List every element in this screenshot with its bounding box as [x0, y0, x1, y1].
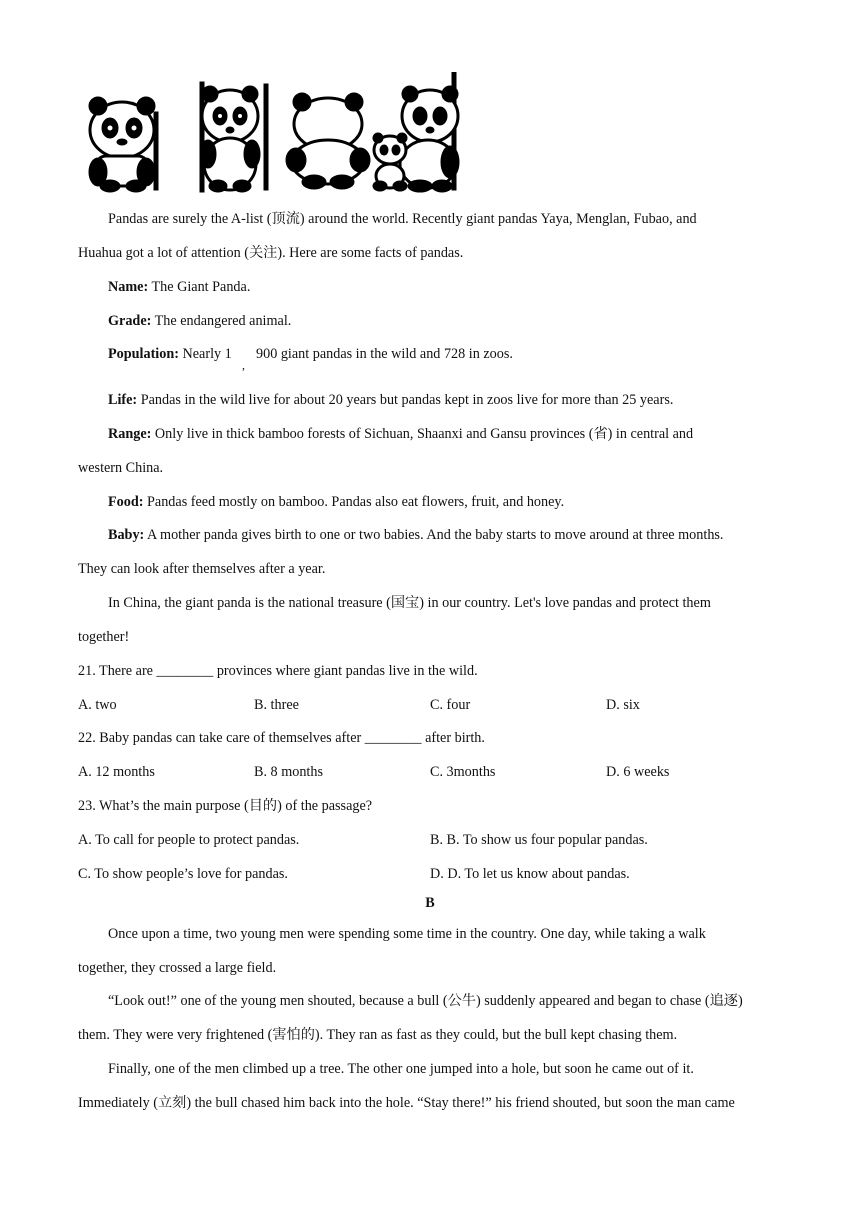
closing-line-1: In China, the giant panda is the national treasure (国宝) in our country. Let's love pandas and protect them	[108, 595, 711, 611]
panda-2	[200, 82, 268, 192]
fact-grade	[108, 312, 291, 330]
fact-name	[108, 278, 250, 296]
fact-range-cont: western China.	[78, 460, 164, 476]
intro-line-2: Huahua got a lot of attention (关注). Here are some facts of pandas.	[78, 245, 464, 261]
option-22-a[interactable]: A. 12 months	[78, 764, 155, 780]
fact-text: The Giant Panda.	[148, 279, 251, 295]
option-21-c[interactable]: C. four	[430, 697, 471, 713]
fact-text: Pandas feed mostly on bamboo. Pandas also eat flowers, fruit, and honey.	[143, 494, 565, 510]
fact-text: Only live in thick bamboo forests of Sichuan, Shaanxi and Gansu provinces (省) in central and	[151, 426, 694, 442]
option-22-b[interactable]: B. 8 months	[254, 764, 323, 780]
section-heading-b: B	[425, 895, 435, 911]
option-21-a[interactable]: A. two	[78, 697, 117, 713]
option-22-c[interactable]: C. 3months	[430, 764, 496, 780]
fact-label: Baby:	[108, 527, 145, 543]
fact-baby	[108, 526, 723, 544]
intro-line-1: Pandas are surely the A-list (顶流) around the world. Recently giant pandas Yaya, Menglan, Fubao, and	[108, 211, 697, 227]
option-21-b[interactable]: B. three	[254, 697, 299, 713]
passage-b-line-6: Immediately (立刻) the bull chased him back into the hole. “Stay there!” his friend shouted, but soon the man came	[78, 1095, 735, 1111]
fact-text: Nearly 1	[178, 346, 232, 362]
question-22: 22. Baby pandas can take care of themselves after ________ after birth.	[78, 730, 485, 746]
panda-illustration	[80, 72, 480, 194]
fact-text: Pandas in the wild live for about 20 years but pandas kept in zoos live for more than 25 years.	[137, 392, 674, 408]
option-21-d[interactable]: D. six	[606, 697, 640, 713]
fact-label: Food:	[108, 494, 144, 510]
question-21: 21. There are ________ provinces where giant pandas live in the wild.	[78, 663, 478, 679]
fact-population-cont: 900 giant pandas in the wild and 728 in zoos.	[256, 346, 513, 362]
fact-population	[108, 345, 232, 363]
passage-b-line-4: them. They were very frightened (害怕的). They ran as fast as they could, but the bull kept chasing them.	[78, 1027, 678, 1043]
closing-line-2: together!	[78, 629, 130, 645]
option-23-b[interactable]: B. B. To show us four popular pandas.	[430, 832, 648, 848]
option-23-c[interactable]: C. To show people’s love for pandas.	[78, 866, 288, 882]
population-comma: ,	[242, 358, 245, 372]
panda-3	[286, 93, 370, 189]
option-23-d[interactable]: D. D. To let us know about pandas.	[430, 866, 630, 882]
fact-food	[108, 493, 564, 511]
fact-label: Grade:	[108, 313, 152, 329]
fact-range	[108, 425, 693, 443]
question-23: 23. What’s the main purpose (目的) of the passage?	[78, 798, 373, 814]
passage-b-line-1: Once upon a time, two young men were spending some time in the country. One day, while taking a walk	[108, 926, 706, 942]
fact-label: Population:	[108, 346, 179, 362]
passage-b-line-3: “Look out!” one of the young men shouted, because a bull (公牛) suddenly appeared and began to chase (追逐)	[108, 993, 743, 1009]
fact-baby-cont: They can look after themselves after a year.	[78, 561, 326, 577]
fact-text: The endangered animal.	[151, 313, 292, 329]
fact-label: Range:	[108, 426, 152, 442]
fact-label: Name:	[108, 279, 149, 295]
fact-life	[108, 391, 673, 409]
option-23-a[interactable]: A. To call for people to protect pandas.	[78, 832, 300, 848]
fact-label: Life:	[108, 392, 138, 408]
passage-b-line-5: Finally, one of the men climbed up a tree. The other one jumped into a hole, but soon he came out of it.	[108, 1061, 694, 1077]
fact-text: A mother panda gives birth to one or two babies. And the baby starts to move around at three months.	[144, 527, 724, 543]
passage-b-line-2: together, they crossed a large field.	[78, 960, 277, 976]
option-22-d[interactable]: D. 6 weeks	[606, 764, 670, 780]
panda-4-mother-and-baby	[373, 72, 459, 192]
panda-1	[89, 97, 158, 192]
